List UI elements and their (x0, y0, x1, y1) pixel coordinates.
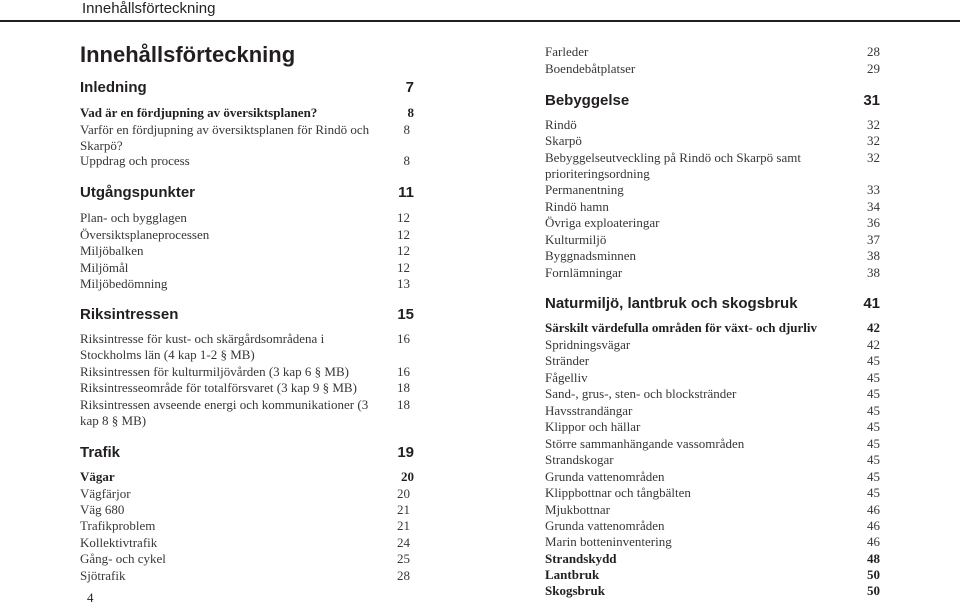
toc-entry-page: 46 (867, 518, 880, 533)
toc-entry-title: Riksintressen avseende energi och kommunikationer (3 kap 8 § MB) (80, 397, 369, 429)
toc-entry (80, 568, 414, 584)
toc-entry (545, 337, 880, 353)
toc-entry-page: 31 (863, 92, 880, 109)
toc-entry (80, 122, 414, 155)
toc-entry (545, 518, 880, 534)
toc-entry-title: Vägfärjor (80, 486, 131, 501)
toc-entry-title: Miljömål (80, 260, 129, 275)
toc-entry (545, 419, 880, 435)
toc-entry-page: 48 (867, 551, 880, 566)
toc-entry-page: 36 (867, 215, 880, 230)
toc-entry-page: 12 (397, 210, 410, 225)
toc-entry-title: Riksintresse för kust- och skärgårdsområdena i Stockholms län (4 kap 1-2 § MB) (80, 331, 325, 363)
toc-entry-title: Uppdrag och process (80, 153, 190, 168)
toc-entry-page: 38 (867, 248, 880, 263)
toc-entry-page: 28 (867, 44, 880, 59)
toc-entry-title: Större sammanhängande vassområden (545, 436, 745, 451)
toc-entry-page: 12 (397, 227, 410, 242)
toc-entry-page: 16 (397, 331, 410, 346)
toc-entry-page: 16 (397, 364, 410, 379)
toc-entry-title: Stränder (545, 353, 590, 368)
toc-entry-page: 45 (867, 469, 880, 484)
toc-entry (545, 44, 880, 60)
toc-entry-page: 34 (867, 199, 880, 214)
toc-entry-page: 42 (867, 337, 880, 352)
toc-entry (545, 199, 880, 215)
toc-entry-title: Bebyggelseutveckling på Rindö och Skarpö samt prioriteringsordning (545, 150, 801, 182)
toc-entry-title: Strandskogar (545, 452, 614, 467)
toc-entry-page: 37 (867, 232, 880, 247)
toc-entry-title: Marin botteninventering (545, 534, 672, 549)
toc-entry-title: Kulturmiljö (545, 232, 607, 247)
toc-entry-page: 20 (397, 486, 410, 501)
toc-entry-page: 32 (867, 150, 880, 165)
toc-entry-title: Rindö (545, 117, 577, 132)
toc-section-heading (80, 445, 414, 461)
toc-section-heading (545, 93, 880, 109)
toc-entry (80, 227, 414, 243)
header-rule (0, 20, 960, 22)
toc-entry (545, 386, 880, 402)
toc-entry (545, 485, 880, 501)
toc-entry-title: Byggnadsminnen (545, 248, 636, 263)
toc-entry-title: Skarpö (545, 133, 582, 148)
toc-entry (545, 534, 880, 550)
toc-entry-page: 12 (397, 260, 410, 275)
toc-entry-title: Mjukbottnar (545, 502, 610, 517)
toc-entry (545, 403, 880, 419)
toc-entry (545, 551, 880, 567)
toc-entry-page: 20 (401, 469, 414, 484)
toc-entry-title: Utgångspunkter (80, 184, 196, 201)
toc-entry (80, 380, 414, 396)
running-header-title: Innehållsförteckning (82, 0, 216, 17)
toc-entry (80, 502, 414, 518)
toc-entry-page: 29 (867, 61, 880, 76)
toc-entry-title: Boendebåtplatser (545, 61, 636, 76)
toc-entry-page: 45 (867, 403, 880, 418)
toc-section-heading (545, 296, 880, 312)
toc-entry-title: Sand-, grus-, sten- och blockstränder (545, 386, 737, 401)
toc-section-heading (80, 307, 414, 323)
toc-entry-page: 41 (863, 295, 880, 312)
toc-entry (545, 469, 880, 485)
toc-entry-page: 15 (397, 306, 414, 323)
toc-entry-page: 45 (867, 353, 880, 368)
toc-entry-page: 46 (867, 534, 880, 549)
toc-entry (545, 567, 880, 583)
toc-entry-title: Fornlämningar (545, 265, 623, 280)
toc-entry-title: Klippbottnar och tångbälten (545, 485, 691, 500)
toc-entry-page: 19 (397, 444, 414, 461)
toc-entry (545, 133, 880, 149)
toc-entry-page: 45 (867, 485, 880, 500)
toc-entry-title: Fågelliv (545, 370, 588, 385)
toc-entry-title: Plan- och bygglagen (80, 210, 187, 225)
toc-entry-title: Permanentning (545, 182, 624, 197)
toc-entry (80, 105, 414, 121)
toc-entry-page: 50 (867, 567, 880, 582)
toc-entry-page: 24 (397, 535, 410, 550)
toc-entry-title: Spridningsvägar (545, 337, 631, 352)
toc-entry-title: Övriga exploateringar (545, 215, 660, 230)
toc-entry (80, 210, 414, 226)
page-number: 4 (87, 590, 94, 605)
toc-entry-page: 12 (397, 243, 410, 258)
toc-entry (545, 248, 880, 264)
toc-entry (545, 320, 880, 336)
toc-entry (80, 397, 414, 430)
toc-entry-title: Rindö hamn (545, 199, 609, 214)
toc-entry-title: Trafikproblem (80, 518, 156, 533)
toc-entry-title: Riksintressen (80, 306, 179, 323)
toc-entry (545, 452, 880, 468)
toc-entry (545, 370, 880, 386)
toc-entry-page: 46 (867, 502, 880, 517)
toc-entry-title: Sjötrafik (80, 568, 126, 583)
toc-entry (80, 276, 414, 292)
toc-entry-title: Vad är en fördjupning av översiktsplanen? (80, 105, 318, 120)
toc-entry (545, 215, 880, 231)
toc-entry (80, 518, 414, 534)
toc-entry (80, 551, 414, 567)
toc-entry (545, 182, 880, 198)
toc-section-heading (80, 185, 414, 201)
toc-entry-title: Vägar (80, 469, 115, 484)
toc-entry-title: Farleder (545, 44, 589, 59)
toc-entry-page: 42 (867, 320, 880, 335)
toc-entry (80, 364, 414, 380)
toc-entry-title: Skogsbruk (545, 583, 605, 598)
toc-entry-title: Miljöbalken (80, 243, 144, 258)
toc-entry-title: Naturmiljö, lantbruk och skogsbruk (545, 295, 798, 312)
toc-entry (545, 265, 880, 281)
toc-entry-title: Särskilt värdefulla områden för växt- och djurliv (545, 320, 818, 335)
toc-entry-page: 8 (403, 122, 410, 137)
toc-entry-title: Klippor och hällar (545, 419, 641, 434)
toc-entry-title: Grunda vattenområden (545, 469, 665, 484)
toc-entry-page: 38 (867, 265, 880, 280)
toc-entry-page: 45 (867, 386, 880, 401)
toc-entry (80, 535, 414, 551)
toc-entry-title: Bebyggelse (545, 92, 630, 109)
toc-entry-page: 45 (867, 370, 880, 385)
toc-entry-page: 33 (867, 182, 880, 197)
toc-entry-title: Grunda vattenområden (545, 518, 665, 533)
toc-entry-title: Riksintressen för kulturmiljövården (3 kap 6 § MB) (80, 364, 349, 379)
toc-entry (545, 583, 880, 599)
toc-entry (80, 153, 414, 169)
toc-entry (545, 436, 880, 452)
toc-entry-title: Kollektivtrafik (80, 535, 158, 550)
toc-entry-page: 50 (867, 583, 880, 598)
toc-entry-page: 45 (867, 452, 880, 467)
toc-entry (80, 243, 414, 259)
toc-entry-title: Lantbruk (545, 567, 600, 582)
toc-entry-title: Riksintresseområde för totalförsvaret (3 kap 9 § MB) (80, 380, 357, 395)
toc-entry-page: 21 (397, 502, 410, 517)
toc-entry-page: 32 (867, 117, 880, 132)
toc-entry (545, 232, 880, 248)
toc-entry-page: 32 (867, 133, 880, 148)
toc-entry-page: 18 (397, 397, 410, 412)
toc-entry (545, 150, 880, 183)
toc-entry-title: Strandskydd (545, 551, 617, 566)
toc-entry (545, 353, 880, 369)
toc-entry-title: Översiktsplaneprocessen (80, 227, 210, 242)
toc-entry-page: 45 (867, 419, 880, 434)
toc-entry-title: Miljöbedömning (80, 276, 168, 291)
page-title: Innehållsförteckning (80, 42, 296, 67)
toc-entry-page: 8 (403, 153, 410, 168)
toc-section-heading (80, 80, 414, 96)
toc-entry-title: Trafik (80, 444, 121, 461)
toc-entry-page: 18 (397, 380, 410, 395)
toc-entry-page: 8 (407, 105, 414, 120)
toc-entry-page: 25 (397, 551, 410, 566)
toc-entry-title: Gång- och cykel (80, 551, 166, 566)
toc-entry-title: Havsstrandängar (545, 403, 633, 418)
toc-entry (545, 61, 880, 77)
toc-entry-page: 11 (398, 184, 414, 201)
toc-entry-title: Inledning (80, 79, 147, 96)
toc-entry-title: Väg 680 (80, 502, 125, 517)
toc-entry-page: 28 (397, 568, 410, 583)
toc-entry-title: Varför en fördjupning av översiktsplanen för Rindö och Skarpö? (80, 122, 370, 154)
toc-entry (80, 469, 414, 485)
toc-entry (80, 331, 414, 364)
toc-entry (80, 486, 414, 502)
toc-entry-page: 13 (397, 276, 410, 291)
toc-entry-page: 45 (867, 436, 880, 451)
toc-entry (545, 502, 880, 518)
toc-entry-page: 21 (397, 518, 410, 533)
toc-entry (545, 117, 880, 133)
toc-entry (80, 260, 414, 276)
toc-entry-page: 7 (405, 79, 414, 96)
